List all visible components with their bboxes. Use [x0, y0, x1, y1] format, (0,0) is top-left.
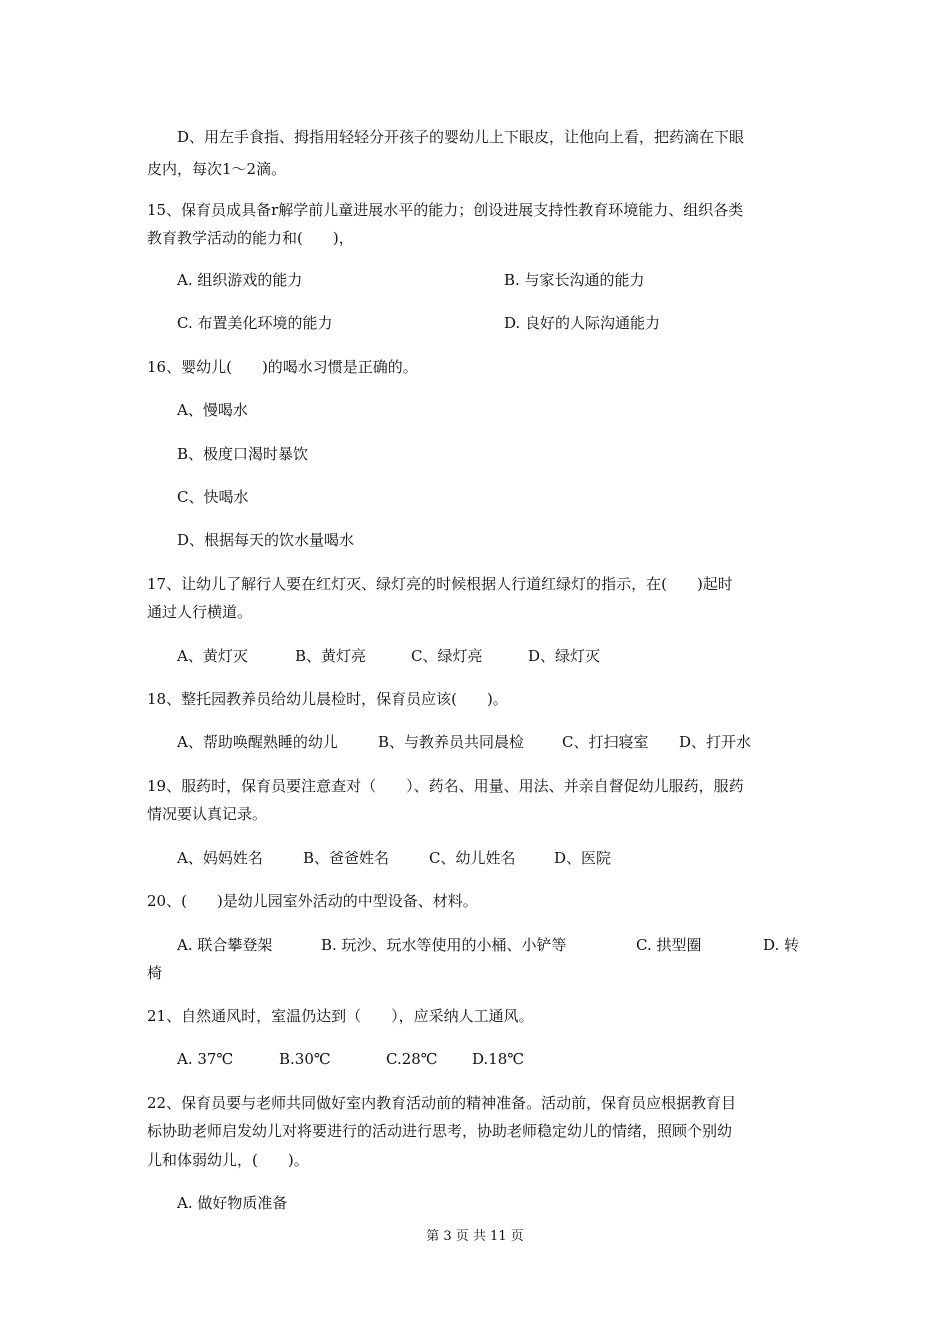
q17-option-d: D、绿灯灭 [528, 647, 601, 665]
q17-option-a: A、黄灯灭 [177, 647, 248, 665]
q20-option-c: C. 拱型圈 [636, 936, 702, 954]
q22-stem-line2: 标协助老师启发幼儿对将要进行的活动进行思考，协助老师稳定幼儿的情绪，照顾个别幼 [147, 1122, 733, 1140]
q16-option-b: B、极度口渴时暴饮 [177, 445, 309, 463]
q19-stem-line1: 19、服药时，保育员要注意查对（ ）、药名、用量、用法、并亲自督促幼儿服药，服药 [147, 777, 744, 795]
q21-option-d: D.18℃ [472, 1050, 525, 1068]
q16-stem: 16、婴幼儿( )的喝水习惯是正确的。 [147, 358, 418, 376]
q17-option-c: C、绿灯亮 [411, 647, 483, 665]
q19-stem-line2: 情况要认真记录。 [147, 805, 268, 823]
q15-option-d: D. 良好的人际沟通能力 [504, 314, 661, 332]
q14-option-d-line1: D、用左手食指、拇指用轻轻分开孩子的婴幼儿上下眼皮，让他向上看，把药滴在下眼 [177, 128, 745, 146]
q17-stem-line1: 17、让幼儿了解行人要在红灯灭、绿灯亮的时候根据人行道红绿灯的指示，在( )起时 [147, 575, 733, 593]
q17-option-b: B、黄灯亮 [295, 647, 367, 665]
q19-option-c: C、幼儿姓名 [429, 849, 516, 867]
q21-option-b: B.30℃ [279, 1050, 331, 1068]
q18-option-d: D、打开水 [679, 733, 752, 751]
q20-option-d-cont: 椅 [147, 964, 163, 982]
q15-stem-line1: 15、保育员成具备r解学前儿童进展水平的能力；创设进展支持性教育环境能力、组织各类 [147, 201, 744, 219]
q22-stem-line1: 22、保育员要与老师共同做好室内教育活动前的精神准备。活动前，保育员应根据教育目 [147, 1094, 737, 1112]
q18-stem: 18、整托园教养员给幼儿晨检时，保育员应该( )。 [147, 690, 508, 708]
q18-option-b: B、与教养员共同晨检 [378, 733, 525, 751]
q21-option-a: A. 37℃ [177, 1050, 234, 1068]
q20-option-a: A. 联合攀登架 [177, 936, 273, 954]
q19-option-d: D、医院 [554, 849, 612, 867]
q15-option-a: A. 组织游戏的能力 [177, 271, 303, 289]
q16-option-c: C、快喝水 [177, 488, 249, 506]
q22-option-a: A. 做好物质准备 [177, 1194, 288, 1212]
q17-stem-line2: 通过人行横道。 [147, 603, 253, 621]
q16-option-a: A、慢喝水 [177, 401, 248, 419]
q15-option-c: C. 布置美化环境的能力 [177, 314, 333, 332]
q20-option-b: B. 玩沙、玩水等使用的小桶、小铲等 [321, 936, 567, 954]
q21-stem: 21、自然通风时，室温仍达到（ ），应采纳人工通风。 [147, 1007, 534, 1025]
q16-option-d: D、根据每天的饮水量喝水 [177, 531, 355, 549]
page-number-footer: 第 3 页 共 11 页 [426, 1229, 524, 1244]
q21-option-c: C.28℃ [386, 1050, 438, 1068]
q20-option-d: D. 转 [763, 936, 800, 954]
q15-option-b: B. 与家长沟通的能力 [504, 271, 645, 289]
q18-option-a: A、帮助唤醒熟睡的幼儿 [177, 733, 338, 751]
q19-option-a: A、妈妈姓名 [177, 849, 263, 867]
q20-stem: 20、( )是幼儿园室外活动的中型设备、材料。 [147, 892, 478, 910]
q22-stem-line3: 儿和体弱幼儿，( )。 [147, 1151, 309, 1169]
q19-option-b: B、爸爸姓名 [303, 849, 390, 867]
q18-option-c: C、打扫寝室 [562, 733, 649, 751]
q15-stem-line2: 教育教学活动的能力和( )， [147, 229, 354, 247]
q14-option-d-line2: 皮内，每次1～2滴。 [147, 160, 287, 178]
